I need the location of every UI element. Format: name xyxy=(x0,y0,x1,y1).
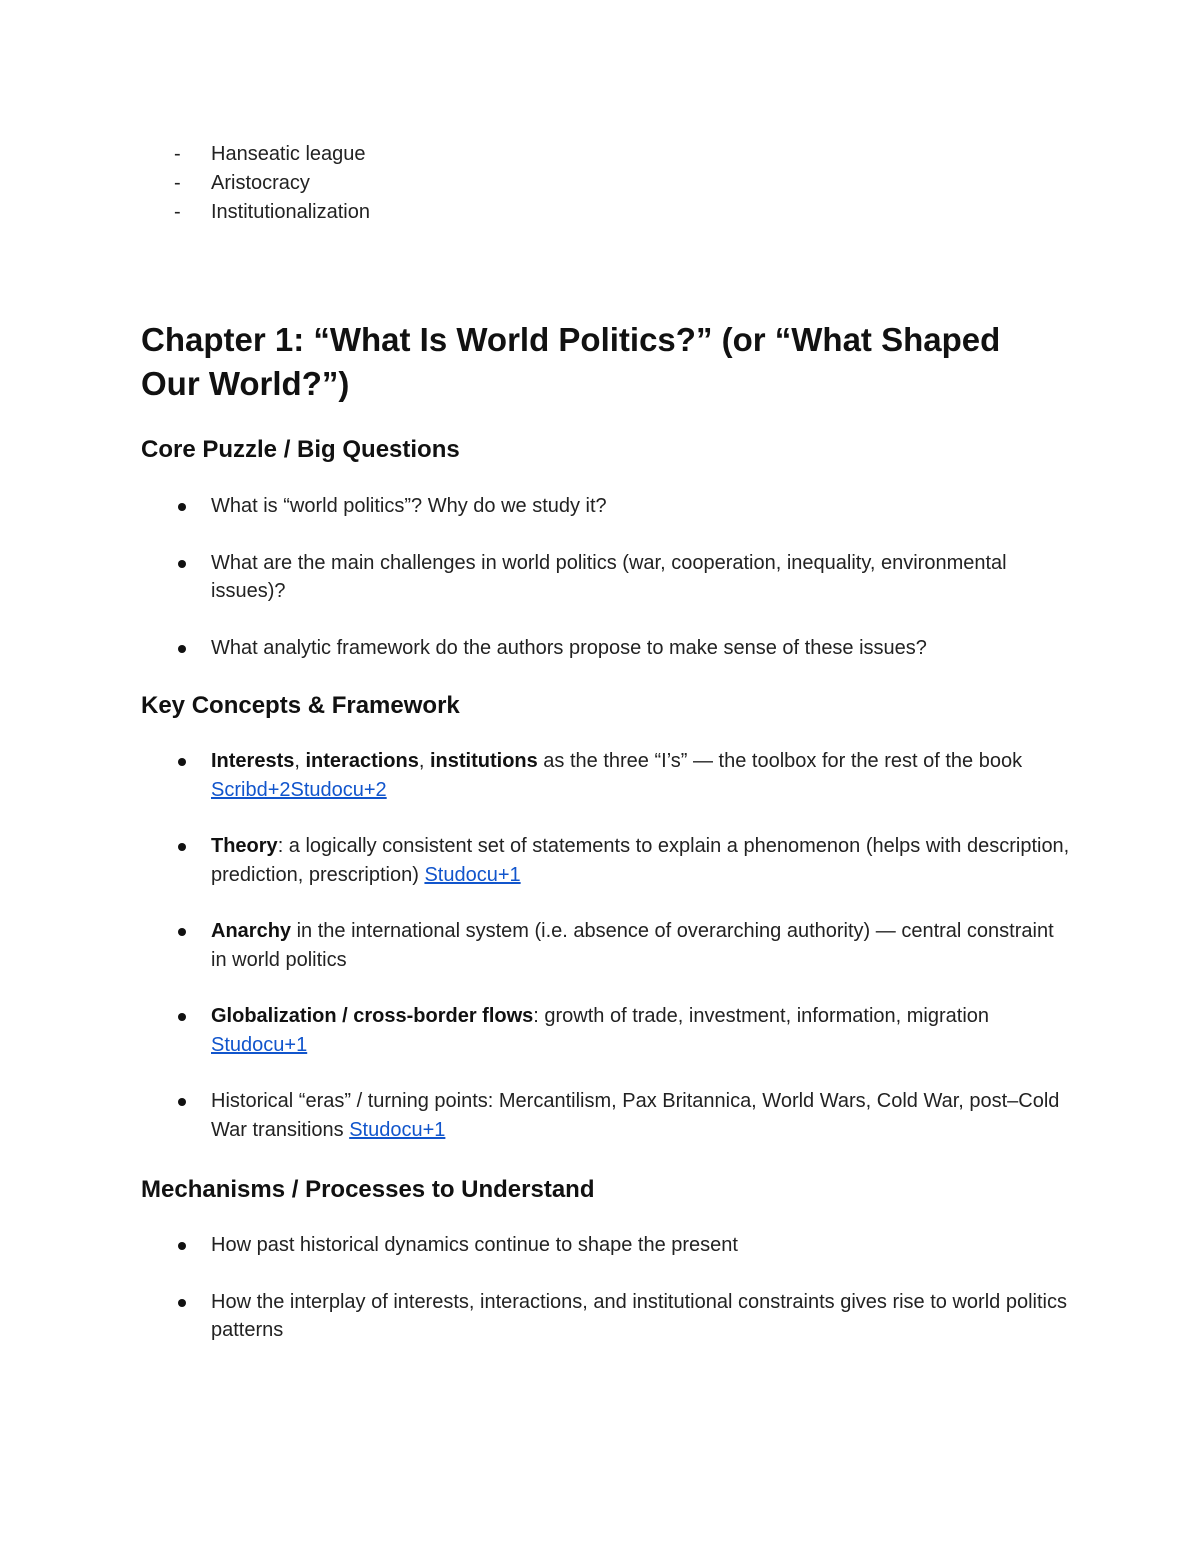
list-item xyxy=(174,747,1074,804)
source-link[interactable]: Studocu+1 xyxy=(211,1033,308,1056)
section-heading-mechanisms: Mechanisms / Processes to Understand xyxy=(141,1176,595,1203)
bullet-icon xyxy=(178,645,186,653)
list-item-text: Historical “eras” / turning points: Mercantilism, Pax Britannica, World Wars, Cold War, post–Cold War transitions xyxy=(211,1090,1060,1141)
list-item xyxy=(174,549,1074,606)
list-item xyxy=(174,832,1074,889)
list-item-text: as the three “I’s” — the toolbox for the rest of the book xyxy=(537,750,1023,772)
list-item xyxy=(174,917,1074,974)
dash-marker: - xyxy=(174,172,181,194)
bullet-icon xyxy=(178,928,186,936)
section-heading-key-concepts: Key Concepts & Framework xyxy=(141,692,460,719)
chapter-title: Chapter 1: “What Is World Politics?” (or “What Shaped Our World?”) xyxy=(141,321,1001,402)
term-interests: Interests xyxy=(211,750,295,772)
list-item-text: What is “world politics”? Why do we study it? xyxy=(211,495,607,517)
term-anarchy: Anarchy xyxy=(211,920,292,942)
list-item xyxy=(174,634,1074,663)
bullet-icon xyxy=(178,1299,186,1307)
term-institutions: institutions xyxy=(429,750,538,772)
mechanisms-list xyxy=(174,1231,1074,1373)
list-item-text: Aristocracy xyxy=(211,172,310,194)
term-globalization: Globalization / cross-border flows xyxy=(211,1005,534,1027)
list-item-text: in the international system (i.e. absence of overarching authority) — central constraint in world politics xyxy=(211,920,1054,971)
list-item xyxy=(174,198,370,227)
bullet-icon xyxy=(178,1098,186,1106)
list-item-text: : a logically consistent set of statements to explain a phenomenon (helps with description, prediction, prescription) xyxy=(211,835,1070,886)
section-heading-core-puzzle: Core Puzzle / Big Questions xyxy=(141,436,460,463)
source-link[interactable]: Scribd+2Studocu+2 xyxy=(211,778,387,801)
list-item xyxy=(174,1231,1074,1260)
list-item xyxy=(174,1002,1074,1059)
list-item-text: How the interplay of interests, interactions, and institutional constraints gives rise to world politics patterns xyxy=(211,1290,1067,1341)
list-item-text: : growth of trade, investment, information, migration xyxy=(533,1005,990,1027)
term-interactions: interactions xyxy=(305,750,419,772)
list-item xyxy=(174,140,370,169)
bullet-icon xyxy=(178,758,186,766)
bullet-icon xyxy=(178,1013,186,1021)
term-theory: Theory xyxy=(211,835,278,857)
list-item xyxy=(174,1288,1074,1345)
core-questions-list xyxy=(174,492,1074,690)
list-item-text: What analytic framework do the authors propose to make sense of these issues? xyxy=(211,636,927,659)
separator: , xyxy=(294,750,306,772)
dash-marker: - xyxy=(174,201,181,223)
source-link[interactable]: Studocu+1 xyxy=(424,863,521,886)
list-item-text: How past historical dynamics continue to shape the present xyxy=(211,1234,738,1256)
list-item-text: Hanseatic league xyxy=(211,143,366,165)
source-link[interactable]: Studocu+1 xyxy=(349,1118,446,1141)
bullet-icon xyxy=(178,560,186,568)
separator: , xyxy=(418,750,430,772)
dash-list xyxy=(174,140,370,227)
list-item xyxy=(174,1087,1074,1144)
list-item-text: Institutionalization xyxy=(211,201,370,223)
list-item xyxy=(174,169,370,198)
bullet-icon xyxy=(178,1242,186,1250)
bullet-icon xyxy=(178,503,186,511)
key-concepts-list xyxy=(174,747,1074,1172)
bullet-icon xyxy=(178,843,186,851)
list-item xyxy=(174,492,1074,521)
dash-marker: - xyxy=(174,143,181,165)
list-item-text: What are the main challenges in world politics (war, cooperation, inequality, environmental issues)? xyxy=(211,551,1007,602)
